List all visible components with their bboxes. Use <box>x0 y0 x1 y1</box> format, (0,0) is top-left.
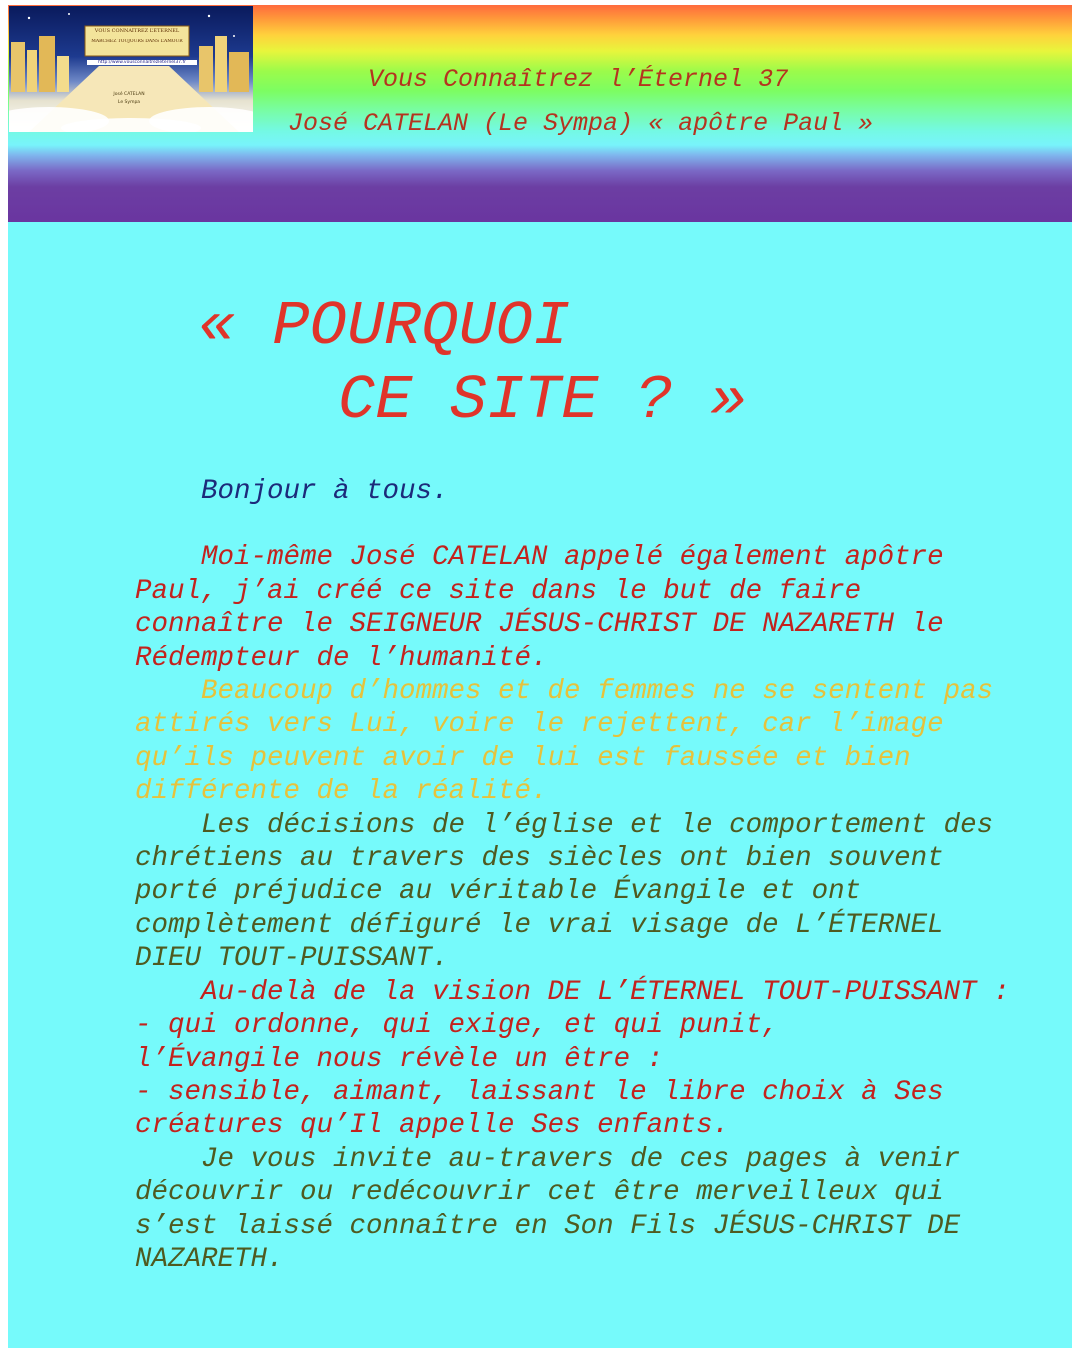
page-title-line2-text: CE SITE ? » <box>338 365 748 436</box>
paragraph-invitation: Je vous invite au-travers de ces pages à venir découvrir ou redécouvrir cet être merveilleux qui s’est laissé connaître en Son Fils JÉSUS-CHRIST DE NAZARETH. <box>135 1143 961 1275</box>
site-title: Vous Connaîtrez l’Éternel 37 <box>368 65 789 94</box>
paragraph-church-history: Les décisions de l’église et le comportement des chrétiens au travers des siècles ont bien souvent porté préjudice au véritable Évangile et ont complètement défiguré le vrai visage de L’ÉTERNEL DIEU TOUT-PUISSANT. <box>135 809 994 975</box>
list-item-ordonne: - qui ordonne, qui exige, et qui punit, <box>135 1010 779 1042</box>
site-header <box>8 5 1072 222</box>
page <box>8 5 1072 1348</box>
greeting: Bonjour à tous. <box>201 476 449 507</box>
page-title <box>198 290 747 438</box>
logo-text-line1: VOUS CONNAÎTREZ L’ÉTERNEL <box>94 28 180 34</box>
site-subtitle: José CATELAN (Le Sympa) « apôtre Paul » <box>288 109 874 138</box>
logo-nickname: Le Sympa <box>117 100 141 105</box>
logo-image <box>9 6 253 132</box>
paragraph-perception: Beaucoup d’hommes et de femmes ne se sentent pas attirés vers Lui, voire le rejettent, car l’image qu’ils peuvent avoir de lui est faussée et bien différente de la réalité. <box>135 676 994 808</box>
article-body <box>135 475 1015 1276</box>
paragraph-evangile: l’Évangile nous révèle un être : <box>135 1043 664 1075</box>
site-logo[interactable] <box>9 6 253 132</box>
page-title-line1: « POURQUOI <box>198 291 571 362</box>
logo-url[interactable]: http://www.vousconnaitrezleternel37.fr <box>87 60 197 65</box>
paragraph-intro: Moi-même José CATELAN appelé également apôtre Paul, j’ai créé ce site dans le but de faire connaître le SEIGNEUR JÉSUS-CHRIST DE NAZARETH le Rédempteur de l’humanité. <box>135 542 944 674</box>
list-item-sensible: - sensible, aimant, laissant le libre choix à Ses créatures qu’Il appelle Ses enfants. <box>135 1076 944 1142</box>
logo-name: José CATELAN <box>113 92 145 97</box>
paragraph-vision-intro: Au-delà de la vision DE L’ÉTERNEL TOUT-PUISSANT : <box>201 976 1010 1008</box>
page-title-line2 <box>198 365 747 436</box>
logo-text-line2: MARCHEZ TOUJOURS DANS L’AMOUR <box>91 39 183 44</box>
